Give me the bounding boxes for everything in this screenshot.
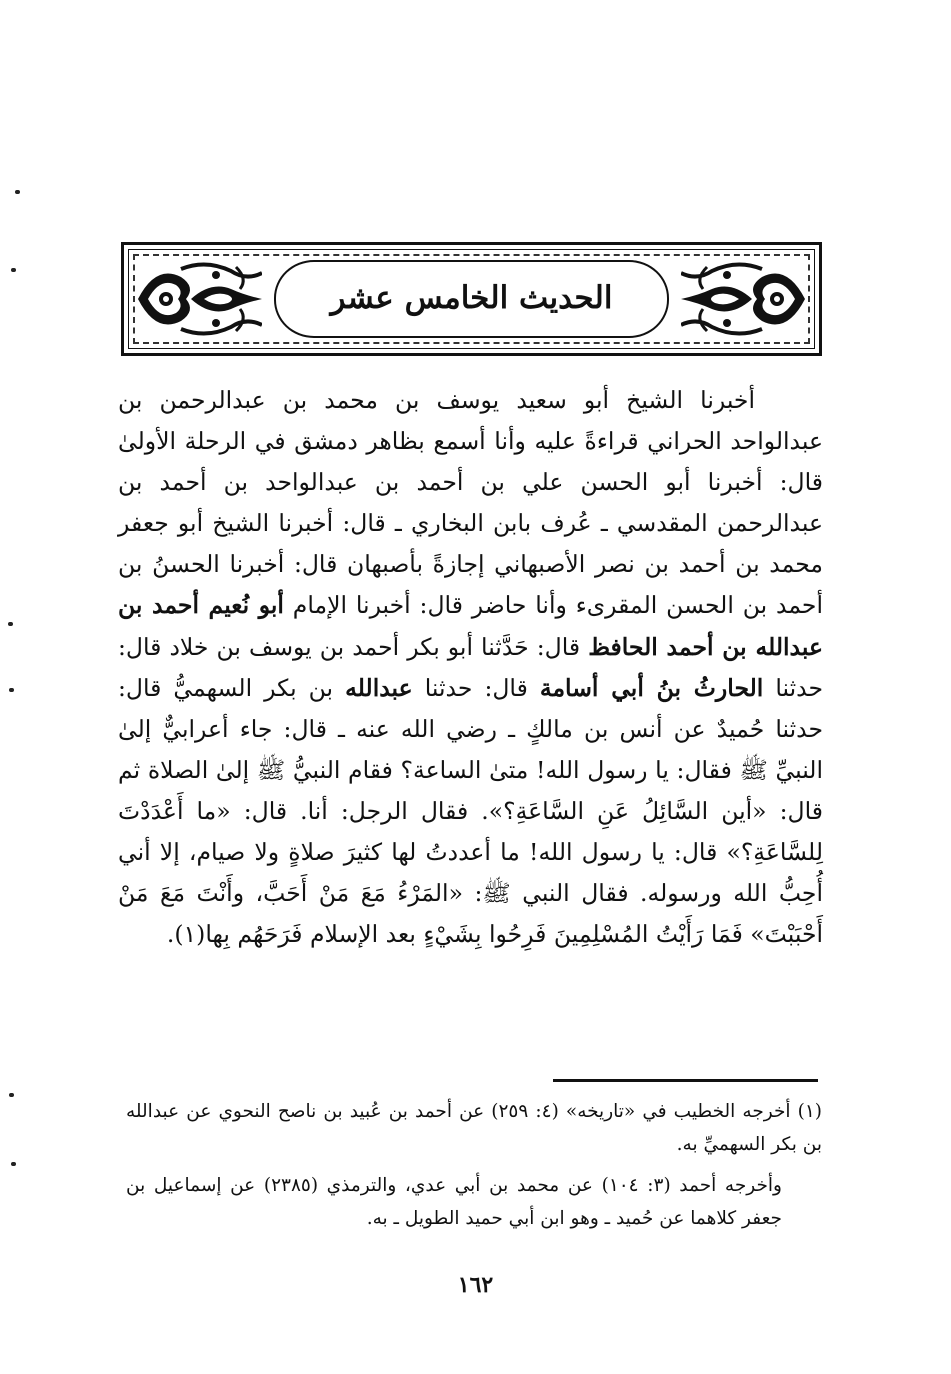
text-segment: قال: حَدَّثنا أبو بكر أحمد بن يوسف بن خلاد قال: حدثنا (118, 632, 823, 702)
scan-mark (11, 1162, 16, 1166)
scan-mark (9, 1093, 14, 1097)
text-segment: قال: حدثنا (412, 673, 540, 702)
narrator-name: الحارثُ بنُ أبي أسامة (539, 673, 764, 702)
footnote-1-continuation: وأخرجه أحمد (٣: ١٠٤) عن محمد بن أبي عدي، والترمذي (٢٣٨٥) عن إسماعيل بن جعفر كلاهما عن حُميد ـ وهو ابن أبي حميد الطويل ـ به. (126, 1175, 782, 1229)
scan-mark (8, 622, 13, 626)
footnotes (126, 1095, 822, 1243)
arabesque-ornament-icon (681, 259, 807, 339)
hadith-text (118, 380, 823, 955)
scan-mark (15, 190, 20, 194)
hadith-paragraph (118, 380, 823, 955)
arabesque-ornament-icon (136, 259, 262, 339)
footnote-separator (553, 1079, 818, 1082)
chapter-heading: الحديث الخامس عشر (330, 280, 613, 316)
footnote-1: (١) أخرجه الخطيب في «تاريخه» (٤: ٢٥٩) عن أحمد بن عُبيد بن ناصح النحوي عن عبدالله بن بكر السهميِّ به. (126, 1101, 822, 1155)
narrator-name: عبدالله (345, 673, 413, 702)
text-segment: أخبرنا الشيخ أبو سعيد يوسف بن محمد بن عبدالرحمن بن عبدالواحد الحراني قراءةً عليه وأنا أسمع بظاهر دمشق في الرحلة الأولىٰ قال: أخبرنا أبو الحسن علي بن أحمد بن عبدالواحد بن أحمد بن عبدالرحمن المقدسي ـ عُرف بابن البخاري ـ قال: أخبرنا الشيخ أبو جعفر محمد بن أحمد بن نصر الأصبهاني إجازةً بأصبهان قال: أخبرنا الحسنُ بن أحمد بن الحسن المقرىء وأنا حاضر قال: أخبرنا الإمام (118, 386, 823, 620)
scan-mark (9, 688, 14, 692)
heading-cartouche (274, 260, 669, 338)
text-segment: بن بكر السهميُّ قال: حدثنا حُميدٌ عن أنس بن مالكٍ ـ رضي الله عنه ـ قال: جاء أعرابيٌّ إلىٰ النبيِّ ﷺ فقال: يا رسول الله! متىٰ الساعة؟ فقام النبيُّ ﷺ إلىٰ الصلاة ثم قال: «أين السَّائِلُ عَنِ السَّاعَةِ؟». فقال الرجل: أنا. قال: «ما أَعْدَدْتَ لِلسَّاعَةِ؟» قال: يا رسول الله! ما أعددتُ لها كثيرَ صلاةٍ ولا صيام، إلا أني أُحِبُّ الله ورسوله. فقال النبي ﷺ: «المَرْءُ مَعَ مَنْ أَحَبَّ، وأَنْتَ مَعَ مَنْ أَحْبَبْتَ» فَمَا رَأَيْتُ المُسْلِمِينَ فَرِحُوا بِشَيْءٍ بعد الإسلام فَرَحَهُم بِها(١). (118, 673, 823, 949)
scan-mark (11, 268, 16, 272)
page-number: ١٦٢ (457, 1272, 494, 1298)
chapter-heading-frame (121, 242, 822, 356)
narrator-name: أبو نُعيم أحمد بن عبدالله بن أحمد الحافظ (118, 591, 823, 661)
